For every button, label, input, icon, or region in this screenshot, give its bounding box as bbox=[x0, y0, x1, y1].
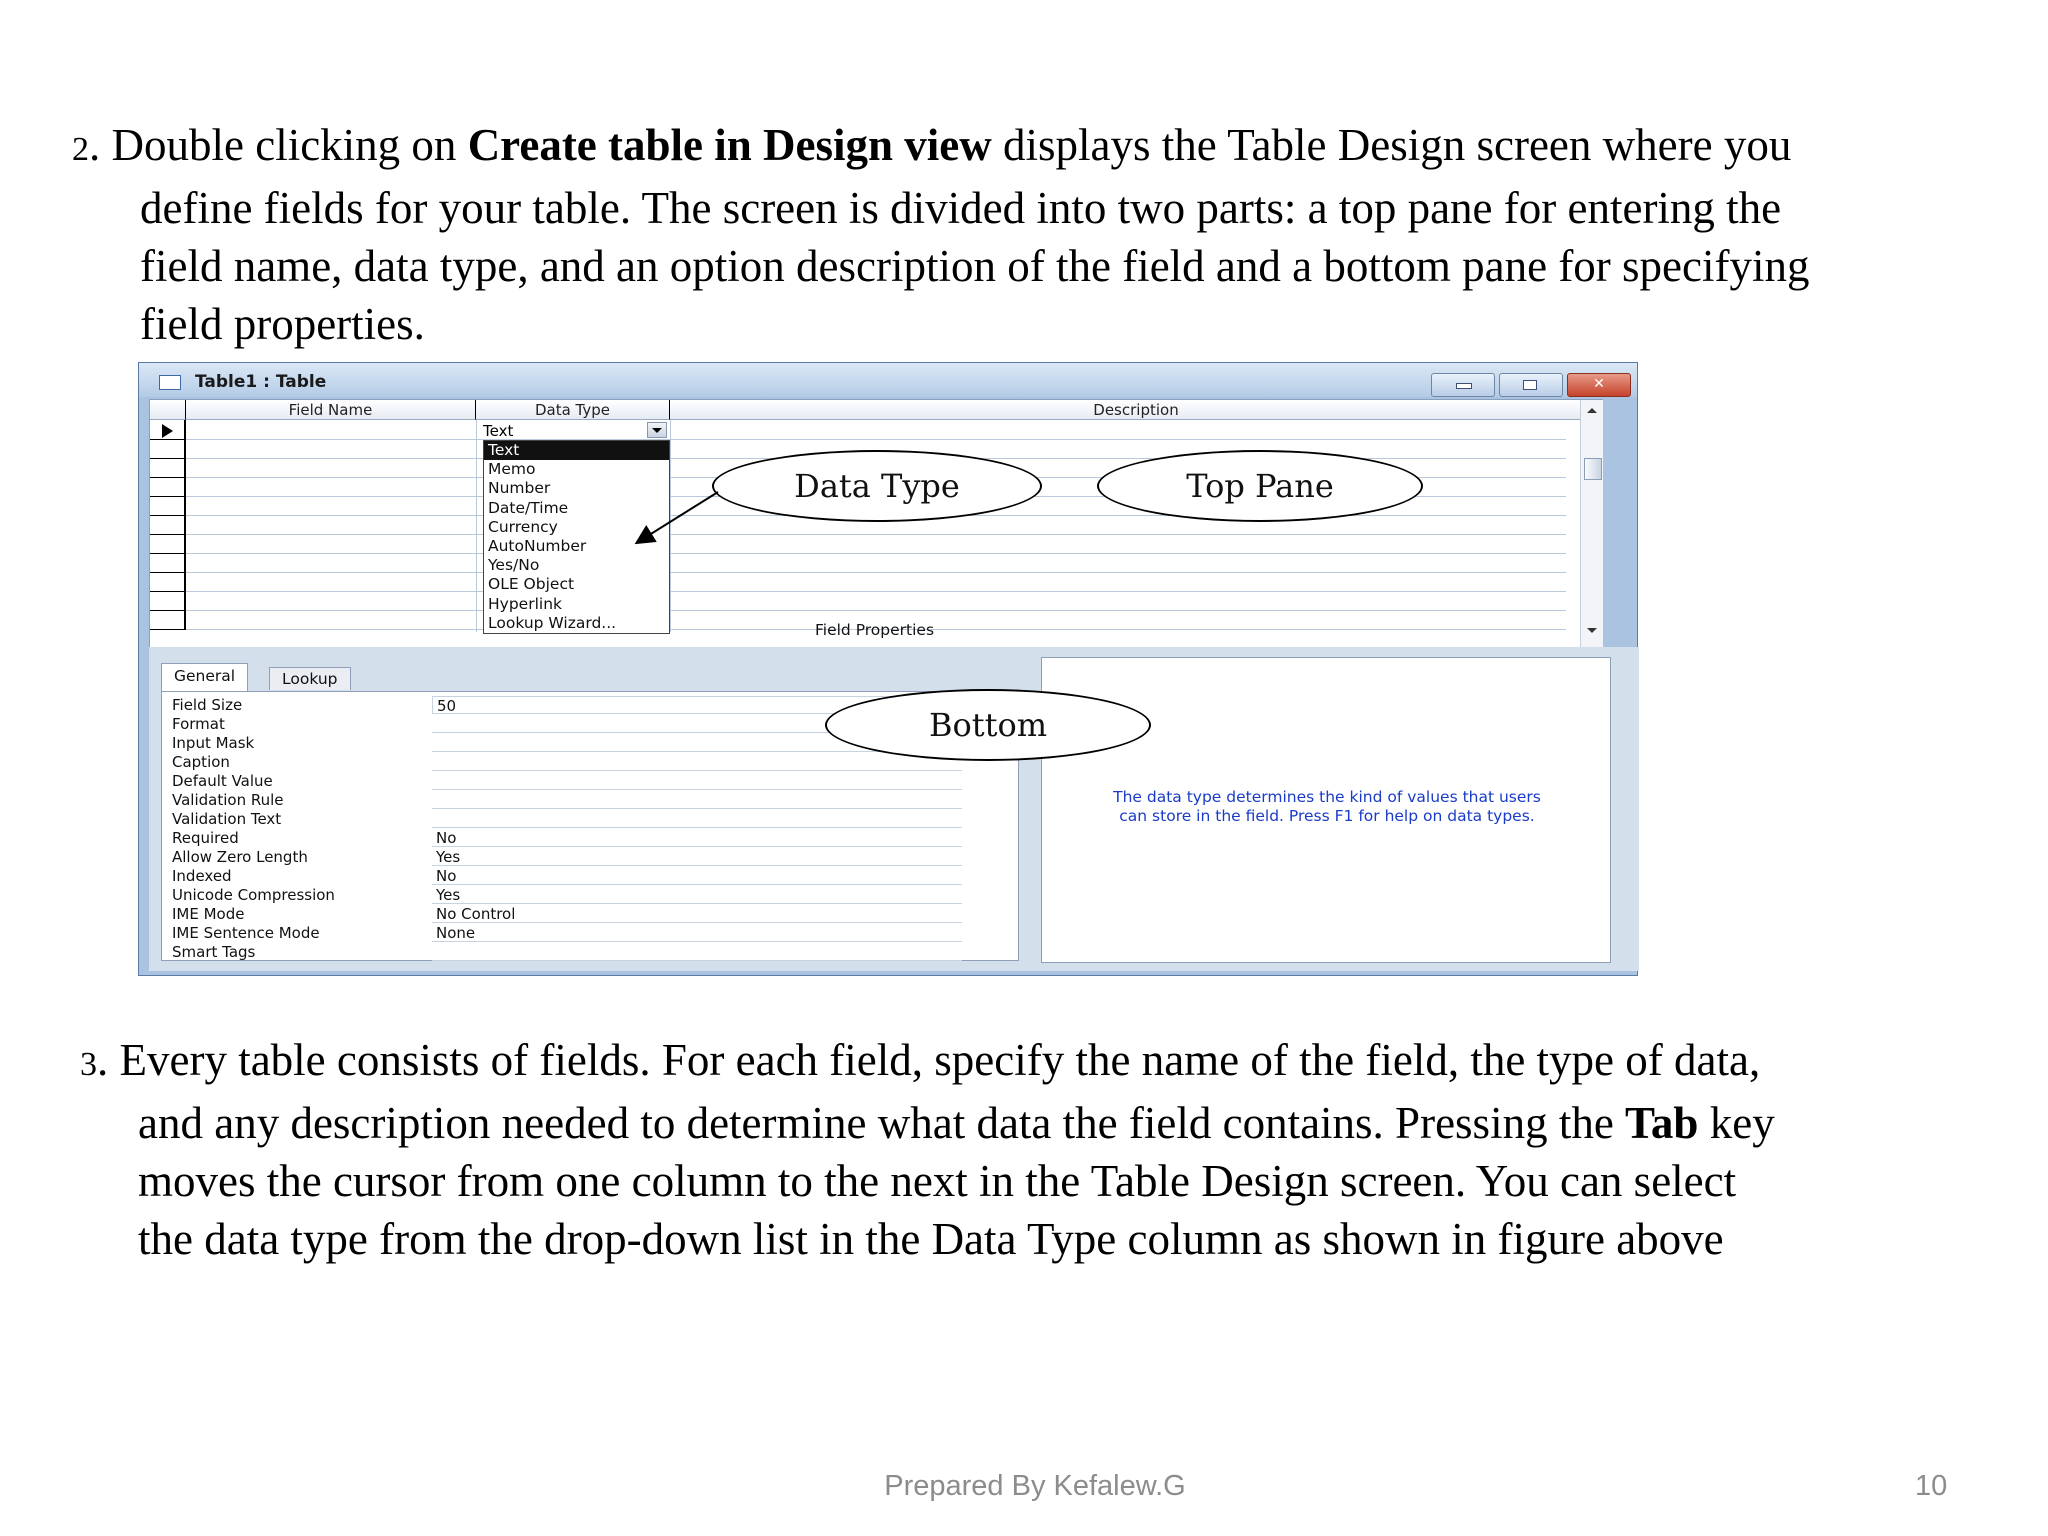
maximize-button[interactable] bbox=[1499, 373, 1563, 397]
property-label: Format bbox=[172, 715, 225, 733]
property-value[interactable] bbox=[432, 943, 962, 961]
callout-top-pane: Top Pane bbox=[1097, 450, 1423, 522]
minimize-icon bbox=[1456, 383, 1472, 389]
property-label: Unicode Compression bbox=[172, 886, 335, 904]
data-type-field[interactable]: Text bbox=[478, 421, 668, 439]
property-label: IME Sentence Mode bbox=[172, 924, 320, 942]
grid-row-line bbox=[186, 591, 1566, 592]
top-pane-grid bbox=[149, 399, 1603, 651]
field-name-header[interactable]: Field Name bbox=[186, 400, 476, 420]
property-value[interactable]: No bbox=[432, 867, 962, 885]
text-run: . Every table consists of fields. For each field, specify the name of the field, the type of data, bbox=[97, 1035, 1761, 1085]
tab-lookup[interactable]: Lookup bbox=[269, 667, 351, 690]
row-selector[interactable] bbox=[150, 439, 184, 459]
paragraph-line: field properties. bbox=[140, 299, 425, 349]
row-selector[interactable] bbox=[150, 515, 184, 535]
data-type-header[interactable]: Data Type bbox=[476, 400, 670, 420]
scroll-up-icon[interactable] bbox=[1587, 408, 1597, 413]
text-run: . Double clicking on bbox=[89, 120, 468, 170]
property-row[interactable] bbox=[162, 848, 970, 867]
paragraph-line: the data type from the drop-down list in the Data Type column as shown in figure above bbox=[138, 1214, 1724, 1264]
grid-row-line bbox=[186, 439, 1566, 440]
text-run: and any description needed to determine what data the field contains. Pressing the bbox=[138, 1098, 1626, 1148]
property-value[interactable]: Yes bbox=[432, 886, 962, 904]
paragraph-line bbox=[80, 1031, 1775, 1094]
property-value[interactable]: Yes bbox=[432, 848, 962, 866]
footer-author: Prepared By Kefalew.G bbox=[884, 1470, 1186, 1502]
data-type-option[interactable]: OLE Object bbox=[488, 575, 575, 594]
property-label: Field Size bbox=[172, 696, 243, 714]
property-value[interactable]: No Control bbox=[432, 905, 962, 923]
window-title: Table1 : Table bbox=[195, 372, 327, 392]
text-run: displays the Table Design screen where you bbox=[991, 120, 1792, 170]
help-panel bbox=[1041, 657, 1611, 963]
property-label: Input Mask bbox=[172, 734, 255, 752]
field-properties-label: Field Properties bbox=[815, 621, 935, 639]
window-titlebar[interactable] bbox=[139, 363, 1637, 397]
property-value[interactable]: 50 bbox=[432, 696, 962, 714]
data-type-option[interactable]: Number bbox=[488, 479, 551, 498]
property-label: Required bbox=[172, 829, 239, 847]
property-row[interactable] bbox=[162, 924, 970, 943]
table-icon bbox=[159, 375, 181, 390]
grid-row-line bbox=[186, 534, 1566, 535]
property-value[interactable] bbox=[432, 791, 962, 809]
paragraph-line bbox=[80, 1094, 1775, 1152]
data-type-option[interactable]: Currency bbox=[488, 517, 558, 536]
property-label: IME Mode bbox=[172, 905, 245, 923]
property-row[interactable] bbox=[162, 753, 970, 772]
grid-row-line bbox=[186, 572, 1566, 573]
row-selector[interactable] bbox=[150, 553, 184, 573]
current-record-icon bbox=[162, 424, 173, 438]
row-selector[interactable] bbox=[150, 496, 184, 516]
property-row[interactable] bbox=[162, 791, 970, 810]
paragraph-line: moves the cursor from one column to the next in the Table Design screen. You can select bbox=[138, 1156, 1737, 1206]
property-label: Validation Rule bbox=[172, 791, 284, 809]
bold-text: Create table in Design view bbox=[467, 120, 992, 170]
property-row[interactable] bbox=[162, 867, 970, 886]
grid-row-line bbox=[186, 610, 1566, 611]
grid-column-line bbox=[476, 420, 477, 632]
data-type-option[interactable]: Text bbox=[484, 441, 669, 460]
row-selector-header bbox=[150, 400, 186, 420]
property-label: Indexed bbox=[172, 867, 232, 885]
paragraph-step-3 bbox=[80, 1031, 1775, 1268]
row-selector[interactable] bbox=[150, 534, 184, 554]
data-type-option[interactable]: Date/Time bbox=[488, 498, 569, 517]
property-row[interactable] bbox=[162, 772, 970, 791]
paragraph-line bbox=[72, 116, 1809, 179]
property-label: Smart Tags bbox=[172, 943, 256, 961]
property-label: Validation Text bbox=[172, 810, 282, 828]
row-selector[interactable] bbox=[150, 458, 184, 478]
description-header[interactable]: Description bbox=[670, 400, 1602, 420]
paragraph-line: field name, data type, and an option description of the field and a bottom pane for specifying bbox=[140, 241, 1810, 291]
property-row[interactable] bbox=[162, 886, 970, 905]
property-value[interactable]: No bbox=[432, 829, 962, 847]
grid-row-line bbox=[186, 553, 1566, 554]
data-type-option[interactable]: Lookup Wizard... bbox=[488, 613, 617, 632]
property-value[interactable]: None bbox=[432, 924, 962, 942]
property-row[interactable] bbox=[162, 810, 970, 829]
close-button[interactable]: ✕ bbox=[1567, 373, 1631, 397]
paragraph-step-2 bbox=[72, 116, 1809, 353]
property-value[interactable] bbox=[432, 772, 962, 790]
text-run: key bbox=[1698, 1098, 1775, 1148]
row-selector[interactable] bbox=[150, 591, 184, 611]
property-value[interactable] bbox=[432, 810, 962, 828]
help-text bbox=[1052, 788, 1602, 826]
data-type-option[interactable]: AutoNumber bbox=[488, 536, 587, 555]
page-number: 10 bbox=[1915, 1470, 1948, 1502]
property-row[interactable] bbox=[162, 943, 970, 962]
tab-general[interactable]: General bbox=[161, 663, 248, 692]
row-selector[interactable] bbox=[150, 610, 184, 630]
data-type-option[interactable]: Yes/No bbox=[488, 556, 540, 575]
callout-bottom: Bottom bbox=[825, 689, 1151, 761]
step-number: 2 bbox=[72, 131, 89, 168]
maximize-icon bbox=[1523, 380, 1537, 390]
property-label: Default Value bbox=[172, 772, 273, 790]
minimize-button[interactable] bbox=[1431, 373, 1495, 397]
bold-text: Tab bbox=[1625, 1098, 1699, 1148]
paragraph-line: define fields for your table. The screen is divided into two parts: a top pane for entering the bbox=[140, 183, 1782, 233]
scroll-down-icon[interactable] bbox=[1587, 628, 1597, 633]
vertical-scrollbar[interactable] bbox=[1580, 400, 1603, 650]
data-type-option[interactable]: Hyperlink bbox=[488, 594, 562, 613]
row-selector-column bbox=[150, 420, 186, 630]
data-type-option[interactable]: Memo bbox=[488, 460, 536, 479]
data-type-dropdown-button[interactable] bbox=[647, 422, 667, 438]
row-selector[interactable] bbox=[150, 572, 184, 592]
callout-arrow-icon bbox=[620, 480, 730, 560]
help-text-line: The data type determines the kind of values that users bbox=[1113, 788, 1541, 806]
callout-data-type: Data Type bbox=[712, 450, 1042, 522]
step-number: 3 bbox=[80, 1046, 97, 1083]
property-label: Caption bbox=[172, 753, 230, 771]
property-label: Allow Zero Length bbox=[172, 848, 308, 866]
property-row[interactable] bbox=[162, 829, 970, 848]
help-text-line: can store in the field. Press F1 for help on data types. bbox=[1119, 807, 1535, 825]
property-value[interactable] bbox=[432, 753, 962, 771]
scroll-thumb[interactable] bbox=[1584, 458, 1602, 480]
row-selector[interactable] bbox=[150, 477, 184, 497]
property-row[interactable] bbox=[162, 905, 970, 924]
